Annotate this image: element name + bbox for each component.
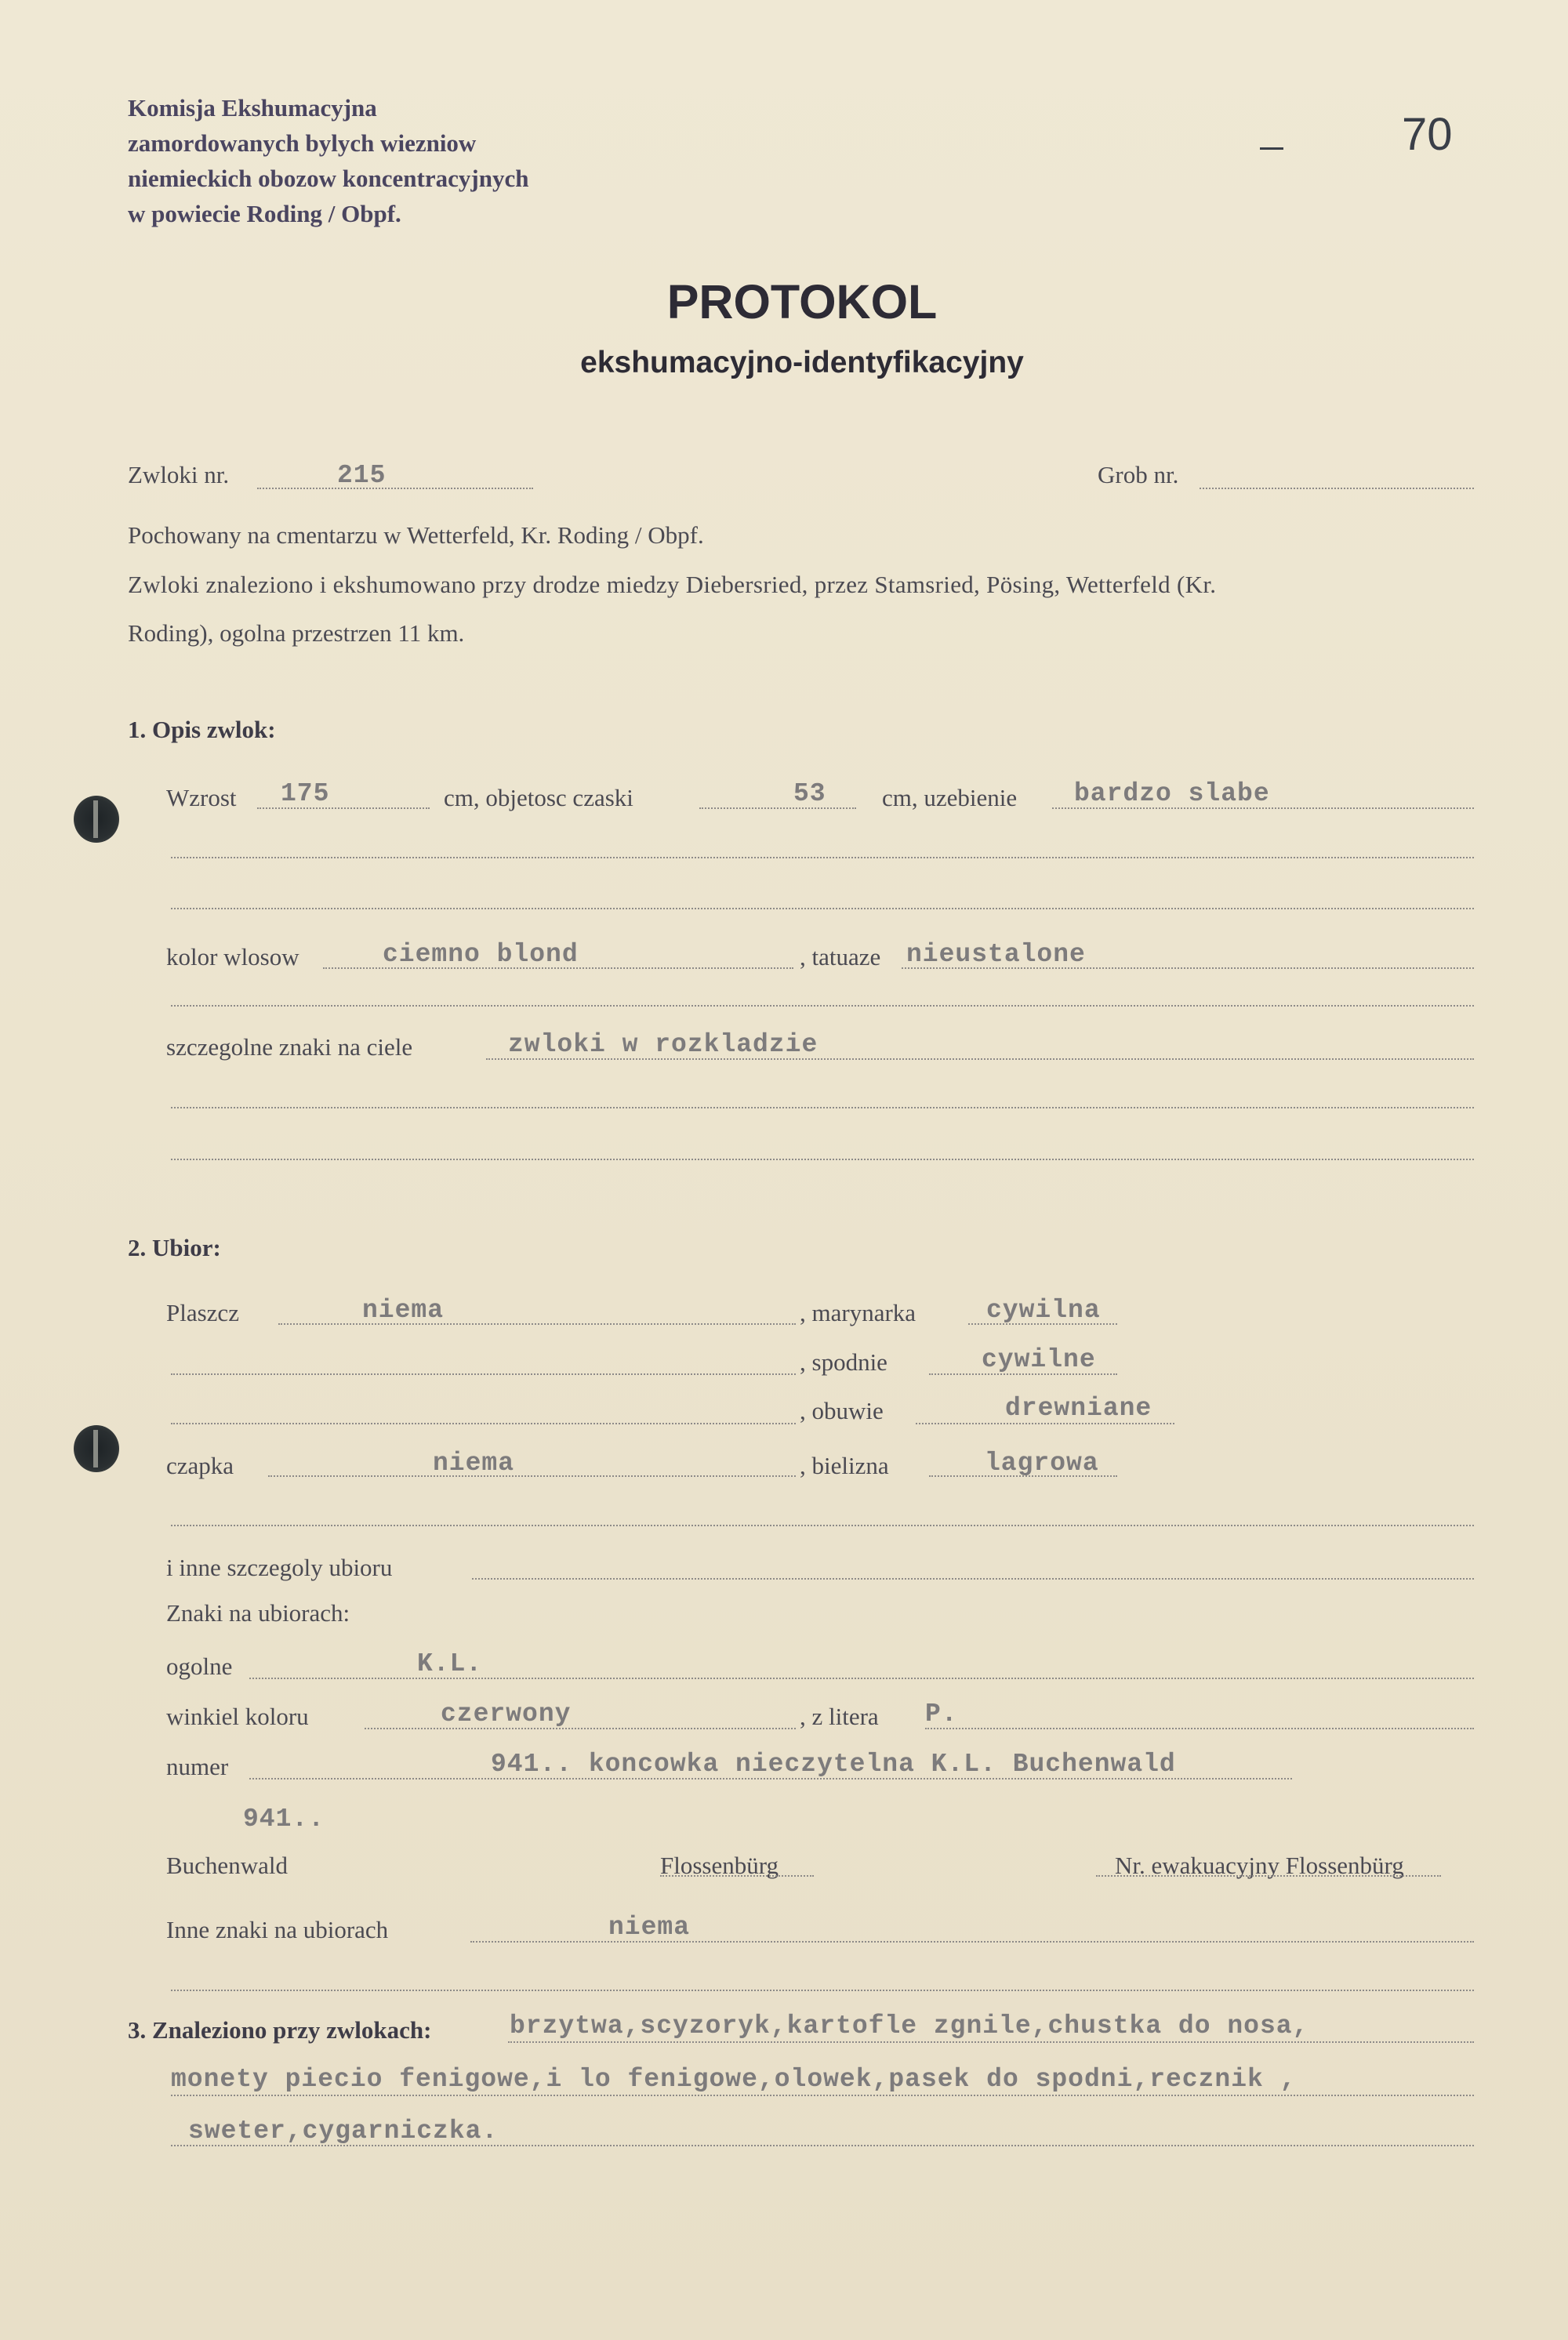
- commission-line-4: w powiecie Roding / Obpf.: [128, 200, 401, 227]
- commission-line-3: niemieckich obozow koncentracyjnych: [128, 165, 529, 192]
- underwear-label: , bielizna: [800, 1452, 889, 1479]
- commission-line-2: zamordowanych bylych wiezniow: [128, 129, 477, 157]
- clothing-marks-header: Znaki na ubiorach:: [166, 1599, 350, 1627]
- general-mark-value: K.L.: [417, 1649, 483, 1678]
- trousers-label: , spodnie: [800, 1348, 887, 1376]
- teeth-label: cm, uzebienie: [882, 784, 1018, 811]
- other-clothing-marks-label: Inne znaki na ubiorach: [166, 1916, 389, 1943]
- general-mark-label: ogolne: [166, 1653, 233, 1680]
- tattoo-label: , tatuaze: [800, 943, 881, 970]
- number-value: 941.. koncowka nieczytelna K.L. Buchenwald: [491, 1750, 1176, 1779]
- corpse-number-value: 215: [337, 461, 387, 490]
- buchenwald-label: Buchenwald: [166, 1852, 288, 1879]
- section-1-title: 1. Opis zwlok:: [128, 716, 276, 743]
- evacuation-number-label: Nr. ewakuacyjny Flossenbürg: [1115, 1852, 1404, 1879]
- body-marks-value: zwloki w rozkladzie: [508, 1030, 818, 1059]
- letter-value: P.: [925, 1700, 958, 1729]
- jacket-label: , marynarka: [800, 1299, 916, 1326]
- hair-color-value: ciemno blond: [383, 940, 579, 969]
- tattoo-value: nieustalone: [906, 940, 1086, 969]
- underwear-value: lagrowa: [985, 1449, 1099, 1478]
- section-2-title: 2. Ubior:: [128, 1234, 221, 1261]
- coat-value: niema: [362, 1296, 445, 1325]
- other-clothing-marks-value: niema: [608, 1913, 691, 1942]
- cap-label: czapka: [166, 1452, 234, 1479]
- commission-line-1: Komisja Ekshumacyjna: [128, 94, 377, 122]
- document-subtitle: ekshumacyjno-identyfikacyjny: [580, 346, 1024, 379]
- section-3-title: 3. Znaleziono przy zwlokach:: [128, 2016, 432, 2044]
- burial-line-3: Roding), ogolna przestrzen 11 km.: [128, 619, 465, 647]
- corpse-number-label: Zwloki nr.: [128, 461, 230, 488]
- shoes-value: drewniane: [1005, 1394, 1152, 1423]
- burial-line-2: Zwloki znaleziono i ekshumowano przy drodze miedzy Diebersried, przez Stamsried, Pösing, Wetterfeld (Kr.: [128, 571, 1217, 598]
- body-marks-label: szczegolne znaki na ciele: [166, 1033, 413, 1061]
- pen-mark: [1260, 147, 1283, 150]
- height-unit-label: cm, objetosc czaski: [444, 784, 633, 811]
- teeth-value: bardzo slabe: [1074, 779, 1270, 808]
- height-label: Wzrost: [166, 784, 237, 811]
- other-clothing-details-label: i inne szczegoly ubioru: [166, 1554, 393, 1581]
- found-items-line-3: sweter,cygarniczka.: [188, 2117, 499, 2146]
- found-items-line-1: brzytwa,scyzoryk,kartofle zgnile,chustka do nosa,: [510, 2012, 1309, 2041]
- coat-label: Plaszcz: [166, 1299, 239, 1326]
- page-number: 70: [1402, 109, 1453, 160]
- flossenburg-label: Flossenbürg: [660, 1852, 779, 1879]
- cap-value: niema: [433, 1449, 515, 1478]
- burial-line-1: Pochowany na cmentarzu w Wetterfeld, Kr. Roding / Obpf.: [128, 521, 704, 549]
- punch-hole-bottom: [74, 1425, 119, 1472]
- number-label: numer: [166, 1753, 229, 1780]
- punch-hole-top: [74, 796, 119, 843]
- letter-label: , z litera: [800, 1703, 879, 1730]
- triangle-color-label: winkiel koloru: [166, 1703, 309, 1730]
- number-value-continued: 941..: [243, 1805, 325, 1834]
- skull-value: 53: [793, 779, 826, 808]
- grave-number-label: Grob nr.: [1098, 461, 1179, 488]
- found-items-line-2: monety piecio fenigowe,i lo fenigowe,olowek,pasek do spodni,recznik ,: [171, 2065, 1297, 2094]
- shoes-label: , obuwie: [800, 1397, 884, 1424]
- height-value: 175: [281, 779, 330, 808]
- hair-color-label: kolor wlosow: [166, 943, 299, 970]
- document-title: PROTOKOL: [666, 275, 938, 328]
- trousers-value: cywilne: [982, 1345, 1096, 1374]
- triangle-color-value: czerwony: [441, 1700, 572, 1729]
- jacket-value: cywilna: [986, 1296, 1101, 1325]
